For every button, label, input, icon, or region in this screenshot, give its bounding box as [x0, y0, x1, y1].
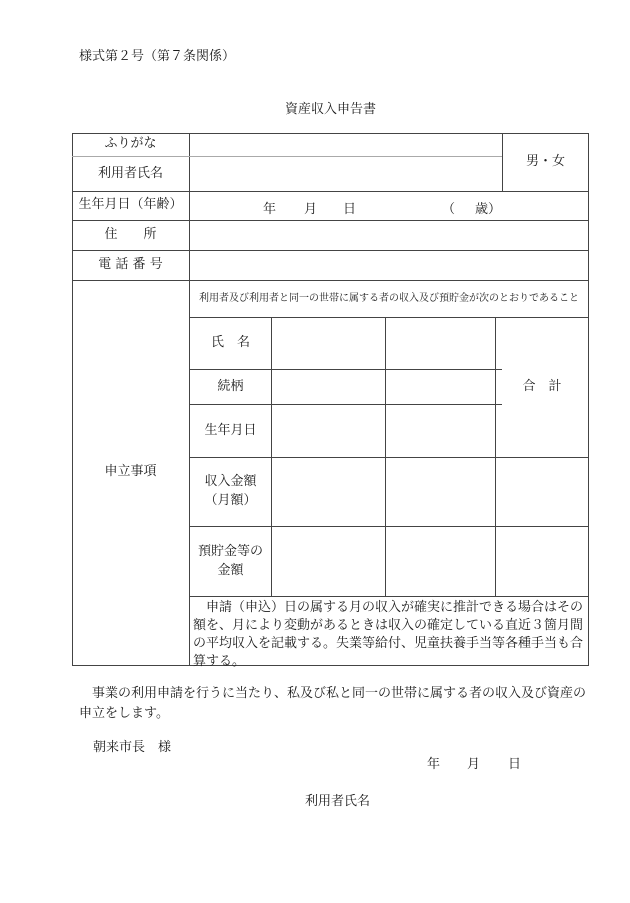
name-label: 利用者氏名: [97, 165, 163, 181]
birth-day-unit: 日: [343, 202, 357, 217]
row-label-income: 収入金額 （月額）: [204, 474, 257, 508]
name-field[interactable]: [190, 157, 502, 191]
signature-label: 利用者氏名: [305, 794, 371, 809]
total-savings-field[interactable]: [496, 527, 588, 596]
total-income-field[interactable]: [496, 458, 588, 526]
furigana-field[interactable]: [190, 134, 502, 156]
submission-date[interactable]: [420, 753, 530, 773]
date-month-unit: 月: [467, 757, 481, 772]
birth-label: 生年月日（年齢）: [78, 197, 183, 213]
row-label-relation: 続柄: [217, 378, 244, 394]
member2-income-field[interactable]: [386, 458, 495, 526]
form-number: 様式第２号（第７条関係）: [79, 49, 236, 64]
member2-relation-field[interactable]: [386, 370, 495, 404]
member1-savings-field[interactable]: [272, 527, 385, 596]
phone-field[interactable]: [190, 251, 588, 280]
declaration-intro: 利用者及び利用者と同一の世帯に属する者の収入及び預貯金が次のとおりであること: [199, 292, 579, 304]
birth-date-field[interactable]: [190, 191, 588, 220]
date-day-unit: 日: [508, 757, 522, 772]
member1-relation-field[interactable]: [272, 370, 385, 404]
form-title: 資産収入申告書: [285, 102, 377, 117]
addressee: 朝来市長 様: [93, 740, 172, 755]
phone-label: 電 話 番 号: [98, 256, 163, 272]
member1-name-field[interactable]: [272, 318, 385, 369]
statement-text: 事業の利用申請を行うに当たり、私及び私と同一の世帯に属する者の収入及び資産の申立をします。: [79, 686, 587, 721]
age-unit: 歳）: [475, 202, 502, 217]
declaration-table: [72, 133, 589, 669]
row-label-savings: 預貯金等の 金額: [197, 543, 263, 578]
birth-month-unit: 月: [304, 202, 318, 217]
address-label: 住 所: [104, 226, 157, 242]
row-label-name: 氏 名: [210, 335, 250, 351]
section-label: 申立事項: [104, 464, 157, 480]
gender-select[interactable]: 男・女: [525, 153, 565, 169]
declaration-note: 申請（申込）日の属する月の収入が確実に推計できる場合はその額を、月により変動があるときは収入の確定している直近３箇月間の平均収入を記載する。失業等給付、児童扶養手当等各種手当も合算する。: [193, 600, 584, 669]
member2-savings-field[interactable]: [386, 527, 495, 596]
age-open: （: [442, 202, 456, 217]
member1-income-field[interactable]: [272, 458, 385, 526]
member1-birthdate-field[interactable]: [272, 405, 385, 457]
row-label-birthdate: 生年月日: [204, 422, 257, 438]
member2-birthdate-field[interactable]: [386, 405, 495, 457]
furigana-label: ふりがな: [104, 136, 157, 152]
total-label: 合 計: [522, 379, 562, 395]
member2-name-field[interactable]: [386, 318, 495, 369]
birth-year-unit: 年: [263, 202, 277, 217]
date-year-unit: 年: [427, 757, 441, 772]
address-field[interactable]: [190, 221, 588, 250]
